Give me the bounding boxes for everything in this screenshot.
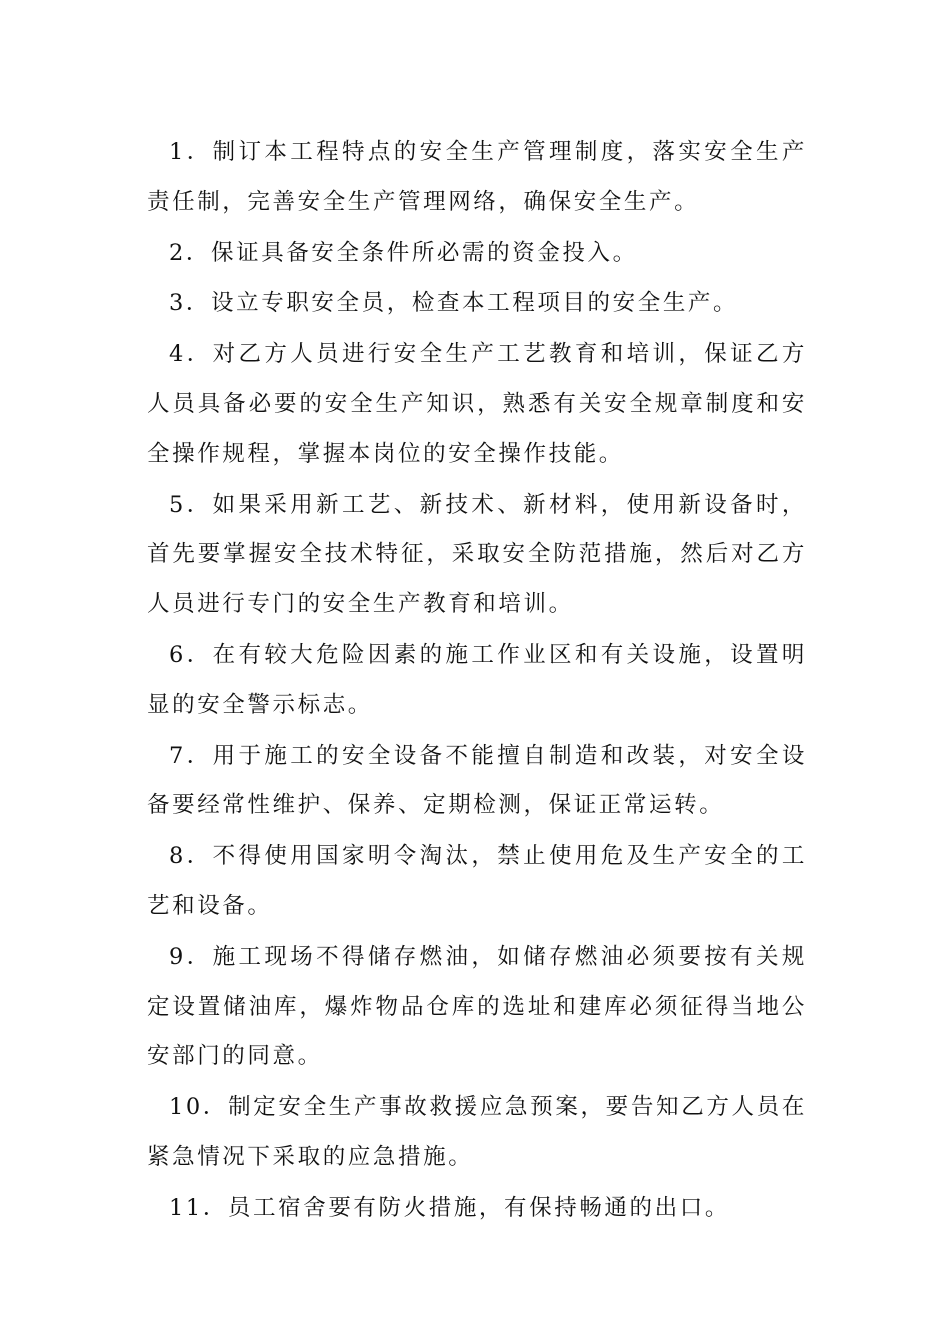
list-item: 1．制订本工程特点的安全生产管理制度，落实安全生产责任制，完善安全生产管理网络，确保安全生产。: [147, 139, 807, 215]
document-body: [147, 128, 807, 1235]
list-item: 8．不得使用国家明令淘汰，禁止使用危及生产安全的工艺和设备。: [147, 843, 807, 919]
list-item: 3．设立专职安全员，检查本工程项目的安全生产。: [169, 290, 739, 317]
list-item: 10．制定安全生产事故救援应急预案，要告知乙方人员在紧急情况下采取的应急措施。: [147, 1094, 807, 1170]
list-item: 4．对乙方人员进行安全生产工艺教育和培训，保证乙方人员具备必要的安全生产知识，熟悉有关安全规章制度和安全操作规程，掌握本岗位的安全操作技能。: [147, 341, 807, 467]
list-item: 5．如果采用新工艺、新技术、新材料，使用新设备时，首先要掌握安全技术特征，采取安全防范措施，然后对乙方人员进行专门的安全生产教育和培训。: [147, 491, 807, 618]
list-item: 6．在有较大危险因素的施工作业区和有关设施，设置明显的安全警示标志。: [147, 641, 807, 718]
list-item: 11．员工宿舍要有防火措施，有保持畅通的出口。: [169, 1194, 730, 1221]
list-item: 7．用于施工的安全设备不能擅自制造和改装，对安全设备要经常性维护、保养、定期检测，保证正常运转。: [147, 742, 807, 819]
list-item: 2．保证具备安全条件所必需的资金投入。: [169, 239, 638, 266]
list-item: 9．施工现场不得储存燃油，如储存燃油必须要按有关规定设置储油库，爆炸物品仓库的选址和建库必须征得当地公安部门的同意。: [147, 943, 807, 1070]
